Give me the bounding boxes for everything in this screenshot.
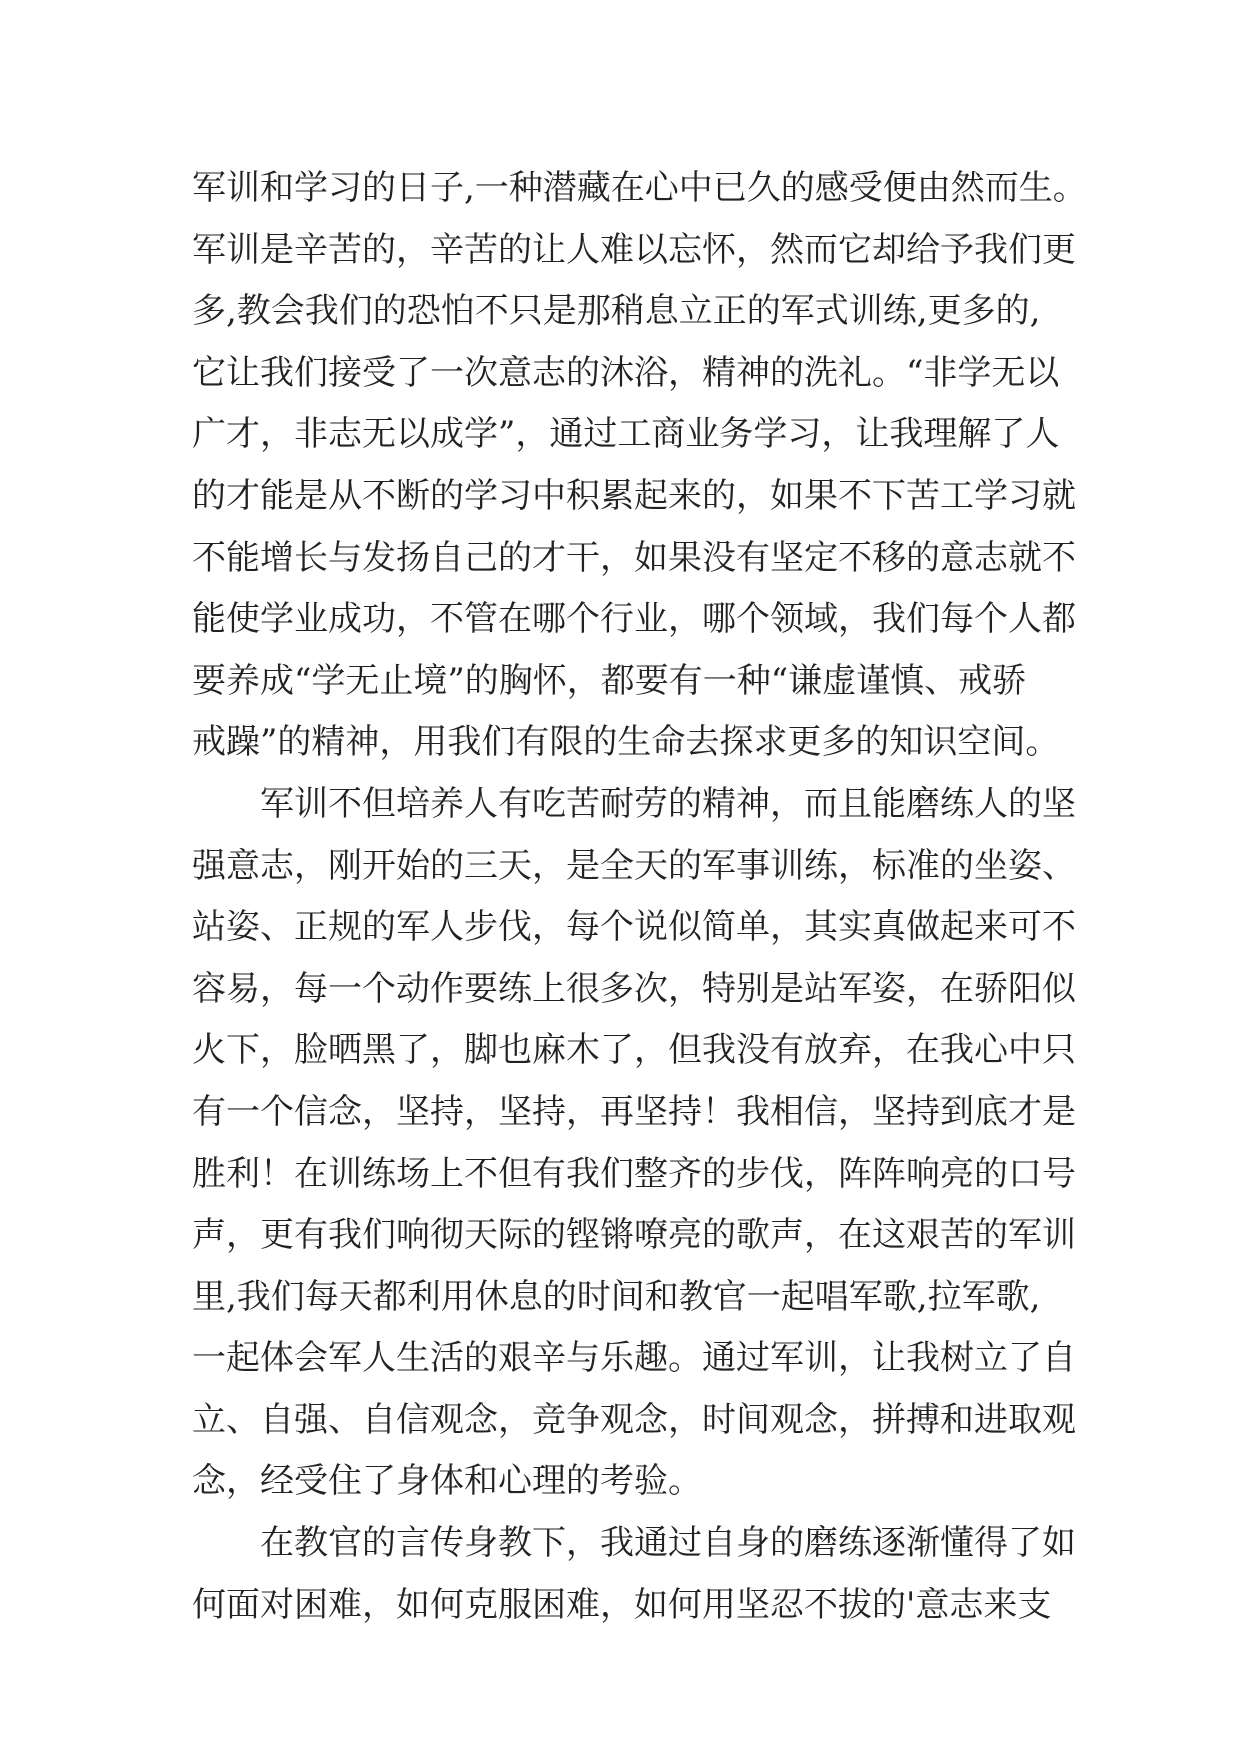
text-line: 不能增长与发扬自己的才干，如果没有坚定不移的意志就不 bbox=[192, 537, 1076, 578]
text-line: 胜利！在训练场上不但有我们整齐的步伐，阵阵响亮的口号 bbox=[192, 1153, 1076, 1194]
text-line: 何面对困难，如何克服困难，如何用坚忍不拔的'意志来支 bbox=[192, 1584, 1052, 1625]
text-line: 念，经受住了身体和心理的考验。 bbox=[192, 1461, 702, 1502]
text-line: 里,我们每天都利用休息的时间和教官一起唱军歌,拉军歌, bbox=[192, 1276, 1041, 1317]
text-line: 火下，脸晒黑了，脚也麻木了，但我没有放弃，在我心中只 bbox=[192, 1030, 1076, 1071]
text-line: 军训不但培养人有吃苦耐劳的精神，而且能磨练人的坚 bbox=[192, 783, 1076, 824]
text-line: 有一个信念，坚持，坚持，再坚持！我相信，坚持到底才是 bbox=[192, 1091, 1076, 1132]
text-line: 立、自强、自信观念，竞争观念，时间观念，拼搏和进取观 bbox=[192, 1399, 1076, 1440]
text-line: 多,教会我们的恐怕不只是那稍息立正的军式训练,更多的, bbox=[192, 291, 1041, 332]
text-line: 广才，非志无以成学”，通过工商业务学习，让我理解了人 bbox=[192, 414, 1060, 455]
text-line: 能使学业成功，不管在哪个行业，哪个领域，我们每个人都 bbox=[192, 599, 1076, 640]
text-line: 它让我们接受了一次意志的沐浴，精神的洗礼。“非学无以 bbox=[192, 352, 1060, 393]
body-text bbox=[192, 158, 1092, 1636]
text-line: 军训是辛苦的，辛苦的让人难以忘怀，然而它却给予我们更 bbox=[192, 229, 1076, 270]
text-line: 声，更有我们响彻天际的铿锵嘹亮的歌声，在这艰苦的军训 bbox=[192, 1215, 1076, 1256]
text-line: 军训和学习的日子,一种潜藏在心中已久的感受便由然而生。 bbox=[192, 168, 1087, 208]
text-line: 强意志，刚开始的三天，是全天的军事训练，标准的坐姿、 bbox=[192, 845, 1076, 886]
text-line: 一起体会军人生活的艰辛与乐趣。通过军训，让我树立了自 bbox=[192, 1338, 1076, 1379]
text-line: 的才能是从不断的学习中积累起来的，如果不下苦工学习就 bbox=[192, 475, 1076, 516]
text-line: 戒躁”的精神，用我们有限的生命去探求更多的知识空间。 bbox=[192, 722, 1060, 763]
text-line: 站姿、正规的军人步伐，每个说似简单，其实真做起来可不 bbox=[192, 907, 1076, 948]
text-line: 要养成“学无止境”的胸怀，都要有一种“谦虚谨慎、戒骄 bbox=[192, 660, 1027, 701]
text-line: 在教官的言传身教下，我通过自身的磨练逐渐懂得了如 bbox=[192, 1523, 1076, 1564]
text-line: 容易，每一个动作要练上很多次，特别是站军姿，在骄阳似 bbox=[192, 968, 1076, 1009]
